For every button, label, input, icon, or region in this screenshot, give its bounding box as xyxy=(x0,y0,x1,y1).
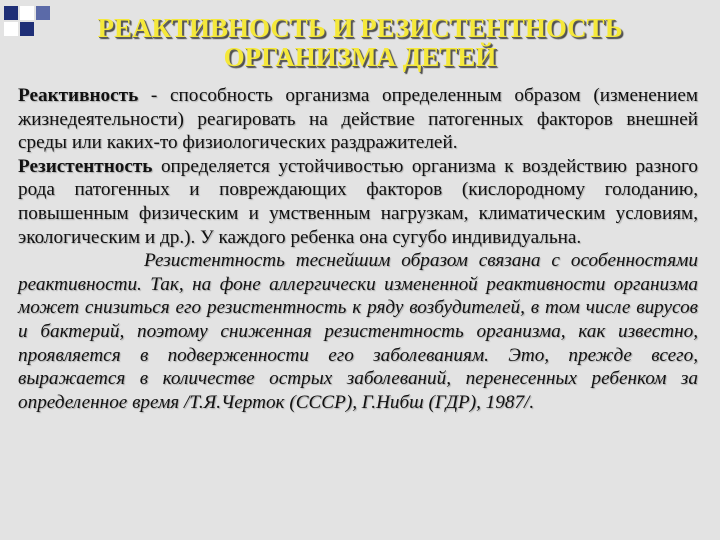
title-line-2: ОРГАНИЗМА ДЕТЕЙ xyxy=(223,42,497,72)
slide-title xyxy=(0,14,720,72)
paragraph-reactivity xyxy=(18,84,698,155)
paragraph-resistance xyxy=(18,155,698,249)
title-line-1: РЕАКТИВНОСТЬ И РЕЗИСТЕНТНОСТЬ xyxy=(97,13,623,43)
slide-body xyxy=(18,84,698,414)
definition-resistance: определяется устойчивостью организма к воздействию разного рода патогенных и повреждающих факторов (кислородному голоданию, повышенным физическим и умственным нагрузкам, климатическим условиям, экологическим и др.). У каждого ребенка она сугубо индивидуальна. xyxy=(18,155,698,248)
term-reactivity: Реактивность xyxy=(18,85,139,106)
paragraph-relation: Резистентность теснейшим образом связана с особенностями реактивности. Так, на фоне аллергически измененной реактивности организма может снизиться его резистентность к ряду возбудителей, в том числе вирусов и бактерий, поэтому сниженная резистентность организма, как известно, проявляется в подверженности его заболеваниям. Это, прежде всего, выражается в количестве острых заболеваний, перенесенных ребенком за определенное время /Т.Я.Черток (СССР), Г.Нибш (ГДР), 1987/. xyxy=(18,250,698,413)
definition-reactivity: - способность организма определенным образом (изменением жизнедеятельности) реагировать на действие патогенных факторов внешней среды или каких-то физиологических раздражителей. xyxy=(18,85,698,154)
term-resistance: Резистентность xyxy=(18,155,153,177)
